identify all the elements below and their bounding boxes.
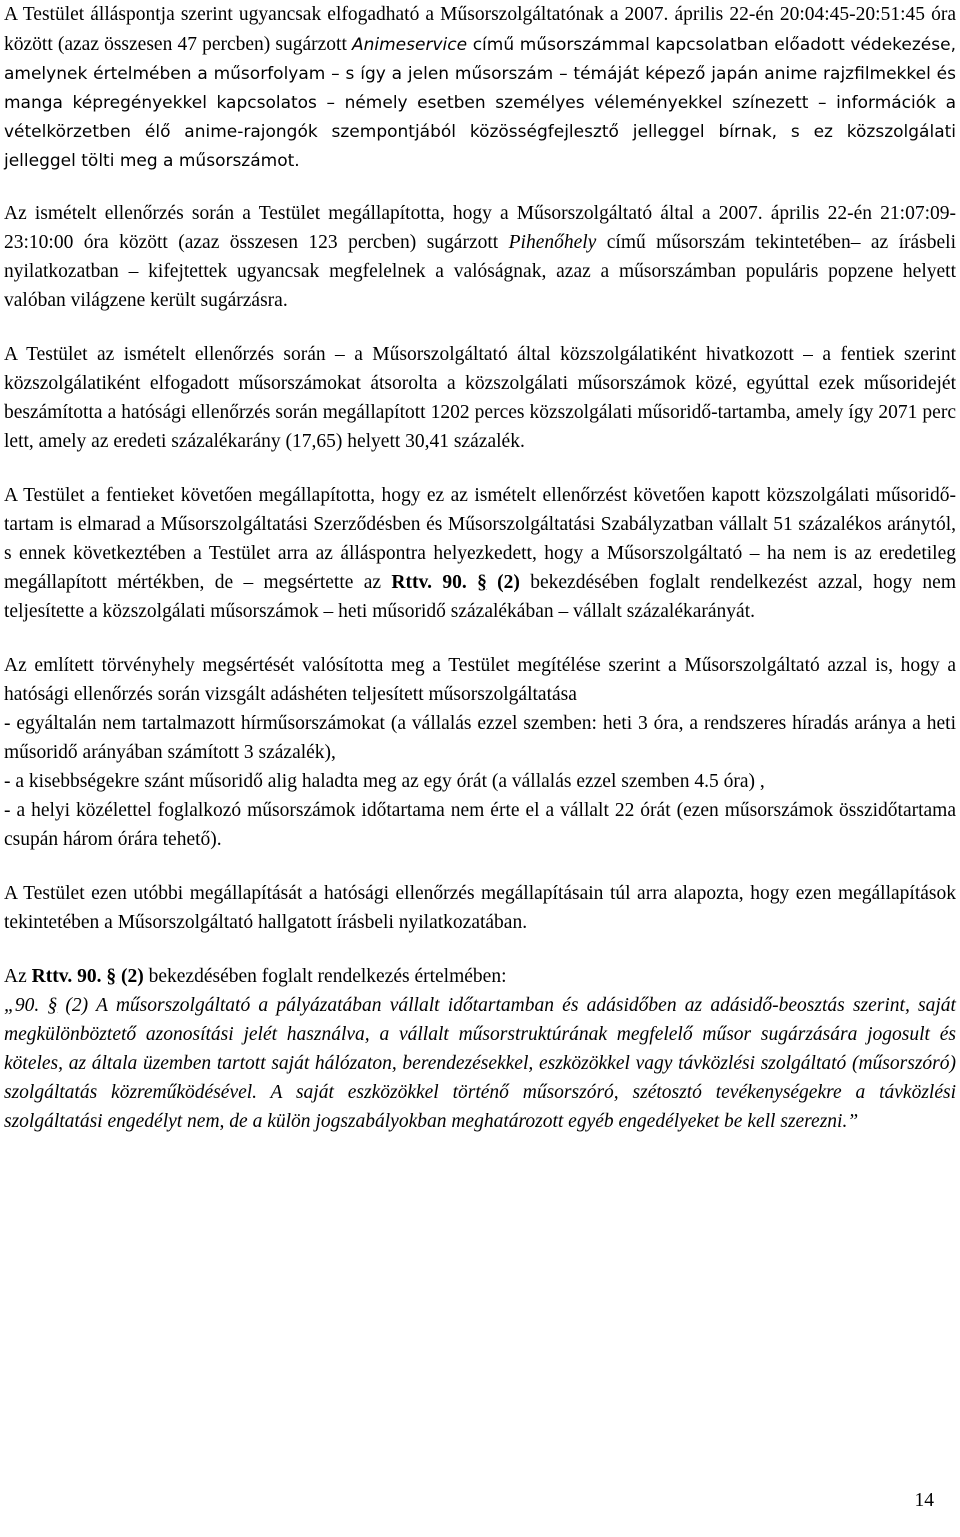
law-quotation (4, 991, 956, 1136)
list-item-news: - egyáltalán nem tartalmazott hírműsorszámokat (a vállalás ezzel szemben: heti 3 óra, a rendszeres híradás aránya a heti műsoridő arányában számított 3 százalék), (4, 713, 956, 763)
paragraph-body: bekezdésében foglalt rendelkezés értelmében: (143, 966, 507, 987)
quote-open: „90. (4, 995, 48, 1016)
paragraph-body: bekezdésében foglalt rendelkezést azzal, hogy nem teljesítette a közszolgálati műsorszámok – heti műsoridő százalékában – vállalt százalékarányát. (4, 572, 956, 622)
paragraph-body: című műsorszámmal kapcsolatban előadott védekezése, amelynek értelmében a műsorfolyam – s így a jelen műsorszám – témáját képező japán anime rajzfilmekkel és manga képregényekkel kapcsolatos – némely esetben személyes véleményekkel színezett – információk a vételkörzetben élő anime-rajongók szempontjából közösségfejlesztő jelleggel bírnak, s ez közszolgálati jelleggel tölti meg a műsorszámot. (4, 35, 956, 171)
paragraph-lead: Az (4, 966, 32, 987)
law-reference: Rttv. 90. (391, 572, 467, 593)
paragraph-lead: A Testület a fentieket követően megállapította, hogy ez az ismételt ellenőrzést követően kapott közszolgálati műsoridő-tartam is elmarad a Műsorszolgáltatási Szerződésben és Műsorszolgáltatási Szabályzatban vállalt 51 százalékos aránytól, s ennek következtében a Testület arra az álláspontra helyezkedett, hogy a Műsorszolgáltató – ha nem is az eredetileg megállapított mértékben, de – megsértette az (4, 485, 956, 593)
page-number: 14 (914, 1490, 934, 1511)
paragraph-silence: A Testület ezen utóbbi megállapítását a hatósági ellenőrzés megállapításain túl arra alapozta, hogy ezen megállapítások tekintetében a Műsorszolgáltató hallgatott írásbeli nyilatkozatában. (4, 883, 956, 933)
program-title-animeservice: Animeservice (352, 35, 468, 55)
paragraph-pihenohely (4, 199, 956, 315)
paragraph-body: című műsorszám tekintetében– az írásbeli nyilatkozatban – kifejtettek ugyancsak megfelelnek a valóságnak, azaz a műsorszámban populáris popzene helyett valóban világzene került sugárzásra. (4, 232, 957, 311)
paragraph-sign: § (477, 572, 487, 593)
list-item-local-public-life: - a helyi közélettel foglalkozó műsorszámok időtartama nem érte el a vállalt 22 órát (ezen műsorszámok összidőtartama csupán három órára tehető). (4, 800, 956, 850)
paragraph-lead: Az ismételt ellenőrzés során a Testület megállapította, hogy a Műsorszolgáltató által a 2007. április 22-én 21:07:09-23:10:00 óra között (azaz összesen 123 percben) sugárzott (4, 203, 956, 253)
subsection-reference: (2) (121, 966, 144, 987)
program-title-pihenohely: Pihenőhely (508, 232, 597, 253)
paragraph-sign: § (47, 995, 58, 1016)
paragraph-intro: Az említett törvényhely megsértését valósította meg a Testület megítélése szerint a Műsorszolgáltató azzal is, hogy a hatósági ellenőrzés során vizsgált adáshéten teljesített műsorszolgáltatása (4, 655, 956, 705)
paragraph-violation (4, 481, 956, 626)
paragraph-reclassification: A Testület az ismételt ellenőrzés során – a Műsorszolgáltató által közszolgálatiként hivatkozott – a fentiek szerint közszolgálatiként elfogadott műsorszámokat átsorolta a közszolgálati műsorszámok közé, egyúttal ezek műsoridejét beszámította a hatósági ellenőrzés során megállapított 1202 perces közszolgálati műsoridő-tartamba, amely így 2071 perc lett, amely az eredeti százalékarány (17,65) helyett 30,41 százalék. (4, 344, 956, 452)
paragraph-animeservice (4, 0, 956, 176)
law-reference: Rttv. 90. (31, 966, 102, 987)
document-page (4, 0, 956, 1136)
quote-body: (2) A műsorszolgáltató a pályázatában vállalt időtartamban és adásidőben az adásidő-beosztás szerint, saját megkülönböztető azonosítási jelét használva, a vállalt műsorstruktúrának megfelelő műsor sugárzására jogosult és köteles, az általa üzemben tartott saját hálózaton, berendezésekkel, eszközökkel vagy távközlési szolgáltató (műsorszóró) szolgáltatás közreműködésével. A saját eszközökkel történő műsorszóró, szétosztó tevékenységekre a távközlési szolgáltatási engedélyt nem, de a külön jogszabályokban meghatározott egyéb engedélyeket be kell szerezni.” (4, 995, 956, 1132)
paragraph-sign: § (106, 966, 117, 987)
paragraph-lead: A Testület álláspontja szerint ugyancsak elfogadható a Műsorszolgáltatónak a 2007. április 22-én 20:04:45-20:51:45 óra között (azaz összesen 47 percben) sugárzott (4, 4, 956, 55)
subsection-reference: (2) (497, 572, 520, 593)
paragraph-further-violation (4, 651, 956, 854)
list-item-minorities: - a kisebbségekre szánt műsoridő alig haladta meg az egy órát (a vállalás ezzel szemben 4.5 óra) , (4, 771, 765, 792)
paragraph-law-intro (4, 962, 956, 991)
